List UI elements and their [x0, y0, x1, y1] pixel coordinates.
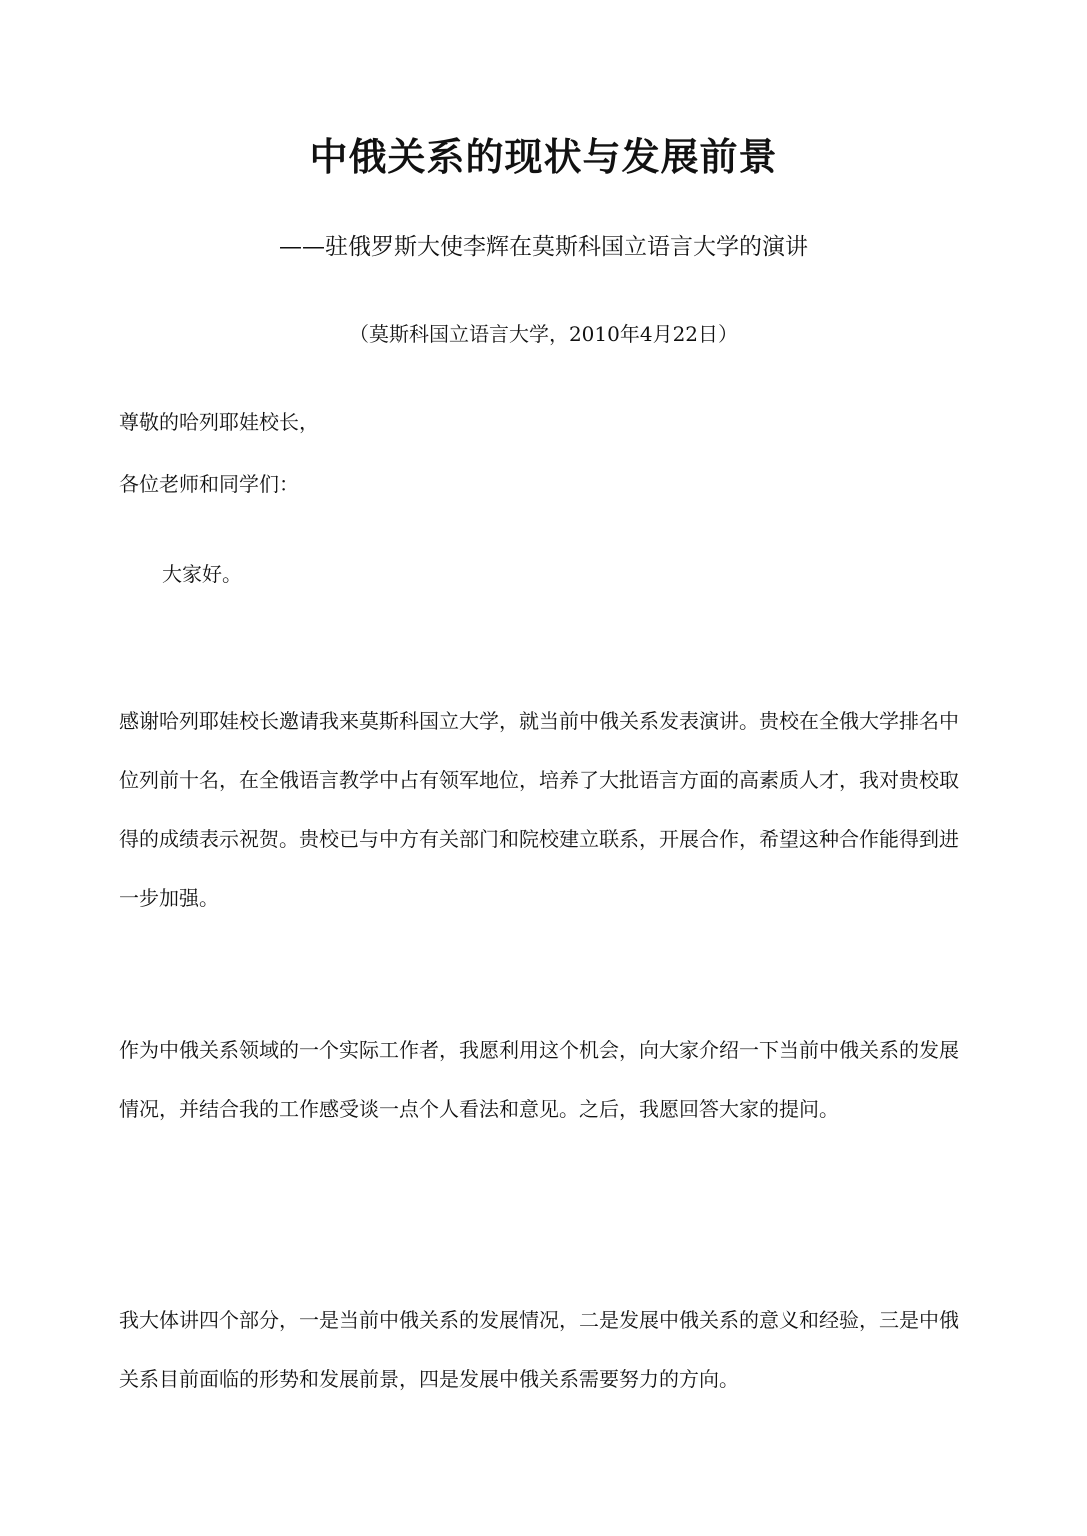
speech-dateline: （莫斯科国立语言大学，2010年4月22日）	[348, 322, 739, 346]
paragraph-thanks: 感谢哈列耶娃校长邀请我来莫斯科国立大学，就当前中俄关系发表演讲。贵校在全俄大学排名中位列前十名，在全俄语言教学中占有领军地位，培养了大批语言方面的高素质人才，我对贵校取得的成绩表示祝贺。贵校已与中方有关部门和院校建立联系，开展合作，希望这种合作能得到进一步加强。	[119, 709, 959, 910]
greeting-line: 大家好。	[162, 562, 242, 586]
salutation-audience: 各位老师和同学们：	[119, 472, 299, 496]
paragraph-outline: 我大体讲四个部分，一是当前中俄关系的发展情况，二是发展中俄关系的意义和经验，三是中俄关系目前面临的形势和发展前景，四是发展中俄关系需要努力的方向。	[119, 1308, 959, 1391]
document-title: 中俄关系的现状与发展前景	[309, 135, 778, 179]
paragraph-introduction: 作为中俄关系领域的一个实际工作者，我愿利用这个机会，向大家介绍一下当前中俄关系的发展情况，并结合我的工作感受谈一点个人看法和意见。之后，我愿回答大家的提问。	[119, 1038, 959, 1121]
document-subtitle: ——驻俄罗斯大使李辉在莫斯科国立语言大学的演讲	[279, 234, 808, 260]
salutation-principal: 尊敬的哈列耶娃校长，	[119, 410, 319, 434]
